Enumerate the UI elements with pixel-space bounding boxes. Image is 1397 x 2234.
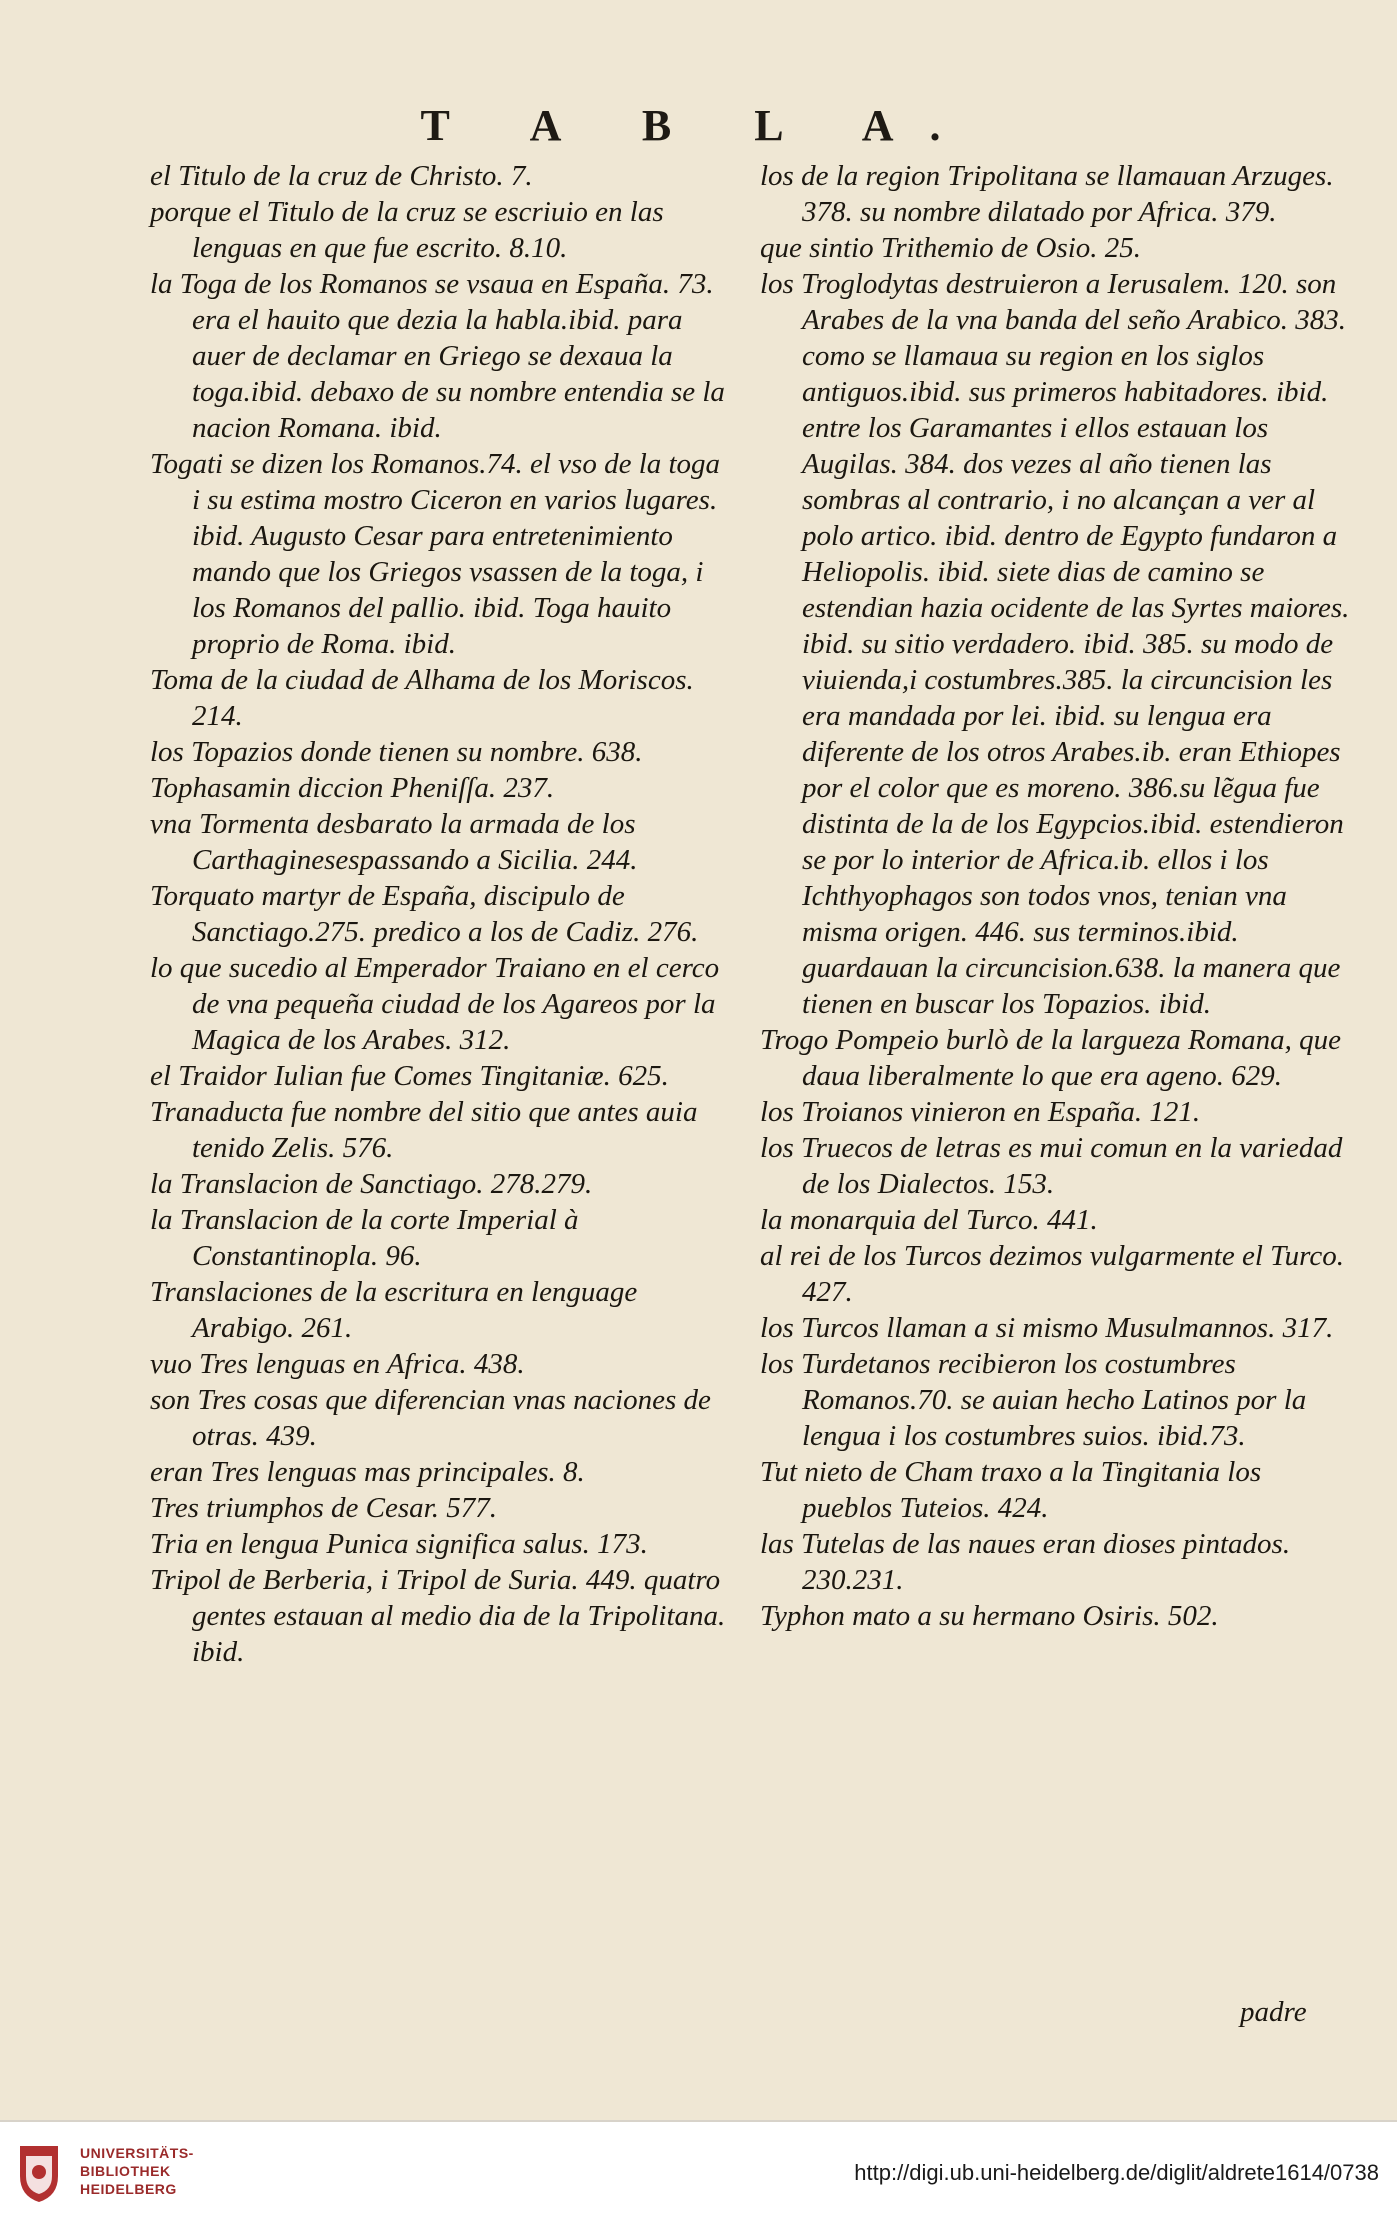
index-entry: la monarquia del Turco. 441. [760, 1204, 1098, 1236]
index-column-right [760, 158, 1355, 1634]
index-entry: Tophasamin diccion Pheniſſa. 237. [150, 772, 555, 804]
index-entry: Torquato martyr de España, discipulo de Sanctiago.275. predico a los de Cadiz. 276. [150, 880, 699, 948]
index-entry: la Translacion de Sanctiago. 278.279. [150, 1168, 593, 1200]
university-seal-icon [16, 2142, 62, 2204]
index-entry: Toma de la ciudad de Alhama de los Moriscos. 214. [150, 664, 694, 732]
index-entry: Tripol de Berberia, i Tripol de Suria. 449. quatro gentes estauan al medio dia de la Tripolitana. ibid. [150, 1564, 726, 1668]
index-entry: Tres triumphos de Cesar. 577. [150, 1492, 497, 1524]
index-entry: Typhon mato a su hermano Osiris. 502. [760, 1600, 1219, 1632]
index-entry: al rei de los Turcos dezimos vulgarmente el Turco. 427. [760, 1240, 1344, 1308]
index-entry: son Tres cosas que diferencian vnas naciones de otras. 439. [150, 1384, 711, 1452]
logo-line-2: BIBLIOTHEK [80, 2163, 171, 2179]
index-entry: los Troianos vinieron en España. 121. [760, 1096, 1201, 1128]
index-entry: Translaciones de la escritura en lenguage Arabigo. 261. [150, 1276, 638, 1344]
index-entry: lo que sucedio al Emperador Traiano en el cerco de vna pequeña ciudad de los Agareos por la Magica de los Arabes. 312. [150, 952, 720, 1056]
index-entry: que sintio Trithemio de Osio. 25. [760, 232, 1142, 264]
index-entry: los Turdetanos recibieron los costumbres Romanos.70. se auian hecho Latinos por la lengua i los costumbres suios. ibid.73. [760, 1348, 1307, 1452]
page-heading: T A B L A. [420, 101, 977, 150]
index-entry: vna Tormenta desbarato la armada de los Carthaginesespassando a Sicilia. 244. [150, 808, 638, 876]
index-entry: el Traidor Iulian fue Comes Tingitaniæ. 625. [150, 1060, 669, 1092]
index-entry: los Topazios donde tienen su nombre. 638. [150, 736, 643, 768]
index-entry: eran Tres lenguas mas principales. 8. [150, 1456, 585, 1488]
index-column-left [150, 158, 730, 1670]
index-entry: porque el Titulo de la cruz se escriuio en las lenguas en que fue escrito. 8.10. [150, 196, 664, 264]
catchword: padre [1240, 1996, 1307, 2028]
index-entry: las Tutelas de las naues eran dioses pintados. 230.231. [760, 1528, 1291, 1596]
index-entry: vuo Tres lenguas en Africa. 438. [150, 1348, 525, 1380]
logo-line-1: UNIVERSITÄTS- [80, 2145, 194, 2161]
index-entry: los Truecos de letras es mui comun en la variedad de los Dialectos. 153. [760, 1132, 1343, 1200]
index-entry: los de la region Tripolitana se llamauan Arzuges. 378. su nombre dilatado por Africa. 379. [760, 160, 1334, 228]
index-entry: la Translacion de la corte Imperial à Constantinopla. 96. [150, 1204, 579, 1272]
index-entry: los Turcos llaman a si mismo Musulmannos. 317. [760, 1312, 1334, 1344]
index-entry: Tranaducta fue nombre del sitio que antes auia tenido Zelis. 576. [150, 1096, 698, 1164]
index-entry: Tria en lengua Punica significa salus. 173. [150, 1528, 648, 1560]
viewer-footer [0, 2120, 1397, 2234]
logo-line-3: HEIDELBERG [80, 2181, 177, 2197]
page-url-link[interactable]: http://digi.ub.uni-heidelberg.de/diglit/aldrete1614/0738 [854, 2160, 1379, 2185]
index-entry: Togati se dizen los Romanos.74. el vso de la toga i su estima mostro Ciceron en varios lugares. ibid. Augusto Cesar para entretenimiento mando que los Griegos vsassen de la toga, i los Romanos del pallio. ibid. Toga hauito proprio de Roma. ibid. [150, 448, 721, 660]
index-entry: los Troglodytas destruieron a Ierusalem. 120. son Arabes de la vna banda del seño Arabico. 383. como se llamaua su region en los siglos antiguos.ibid. sus primeros habitadores. ibid. entre los Garamantes i ellos estauan los Augilas. 384. dos vezes al año tienen las sombras al contrario, i no alcançan a ver al polo artico. ibid. dentro de Egypto fundaron a Heliopolis. ibid. siete dias de camino se estendian hazia ocidente de las Syrtes maiores. ibid. su sitio verdadero. ibid. 385. su modo de viuienda,i costumbres.385. la circuncision les era mandada por lei. ibid. su lengua era diferente de los otros Arabes.ib. eran Ethiopes por el color que es moreno. 386.su lẽgua fue distinta de la de los Egypcios.ibid. estendieron se por lo interior de Africa.ib. ellos i los Ichthyophagos son todos vnos, tenian vna misma origen. 446. sus terminos.ibid. guardauan la circuncision.638. la manera que tienen en buscar los Topazios. ibid. [760, 268, 1350, 1020]
index-entry: la Toga de los Romanos se vsaua en España. 73. era el hauito que dezia la habla.ibid. para auer de declamar en Griego se dexaua la toga.ibid. debaxo de su nombre entendia se la nacion Romana. ibid. [150, 268, 725, 444]
index-entry: Trogo Pompeio burlò de la largueza Romana, que daua liberalmente lo que era ageno. 629. [760, 1024, 1342, 1092]
index-entry: Tut nieto de Cham traxo a la Tingitania los pueblos Tuteios. 424. [760, 1456, 1262, 1524]
library-logo-text [80, 2144, 194, 2198]
index-entry: el Titulo de la cruz de Christo. 7. [150, 160, 533, 192]
